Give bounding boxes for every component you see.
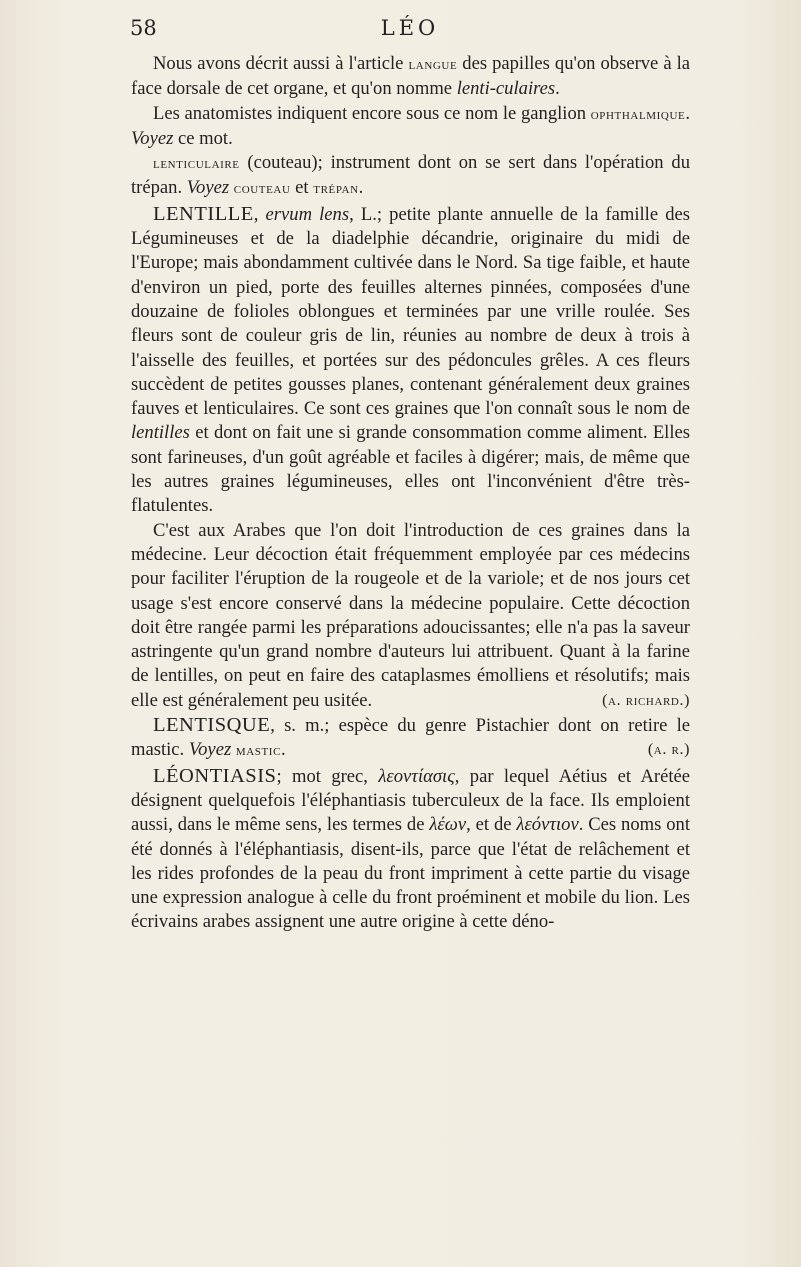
- entry-headword: LENTISQUE: [153, 714, 271, 737]
- text-run: .: [555, 78, 560, 100]
- entry-leontiasis: [131, 764, 690, 935]
- cross-reference: ophthalmique: [590, 105, 686, 123]
- entry-headword: LENTILLE: [153, 202, 254, 225]
- entry-headword: lenticulaire: [153, 155, 240, 173]
- paragraph-arabes: [131, 519, 690, 713]
- voyez-label: Voyez: [131, 127, 174, 149]
- text-run: , par lequel Aétius et Arétée désignent quelquefois l'éléphantiasis tuberculeux de la face. Ils emploient aussi, dans le même sens, les termes de: [131, 765, 690, 836]
- page-header: [130, 16, 690, 46]
- page-text: [131, 52, 690, 935]
- latin-name: ervum lens: [265, 203, 350, 225]
- text-run: , et de: [466, 814, 517, 836]
- paragraph-lenticulaires: [131, 52, 690, 102]
- entry-lenticulaire: [131, 151, 690, 202]
- text-run: C'est aux Arabes que l'on doit l'introduction de ces graines dans la médecine. Leur décoction était fréquemment employée par ces médecins pour faciliter l'éruption de la rougeole et de la variole; et de nos jours cet usage s'est encore conservé dans la médecine populaire. Cette décoction doit être rangée parmi les préparations adoucissantes; elle n'a pas la saveur astringente qu'un grand nombre d'auteurs lui attribuent. Quant à la farine de lentilles, on peut en faire des cataplasmes émolliens et résolutifs; mais elle est généralement peu usitée.: [131, 519, 690, 711]
- italic-term: lenti-culaires: [456, 78, 556, 100]
- text-run: .: [358, 177, 364, 199]
- text-run: ; mot grec,: [276, 765, 379, 787]
- text-run: , s. m.; espèce du genre Pistachier dont on retire le mastic.: [131, 715, 690, 761]
- voyez-label: Voyez: [188, 739, 232, 761]
- text-run: ,: [253, 203, 266, 225]
- text-run: des papilles qu'on observe à la face dorsale de cet organe, et qu'on nomme: [131, 53, 691, 100]
- cross-reference: mastic: [235, 742, 282, 760]
- text-run: (couteau); instrument dont on se sert dans l'opération du trépan.: [131, 152, 690, 199]
- greek-term: λέων: [429, 814, 467, 836]
- author-signature: (a. r.): [647, 741, 690, 759]
- voyez-label: Voyez: [186, 177, 230, 199]
- text-run: Nous avons décrit aussi à l'article: [153, 53, 409, 74]
- text-run: et: [290, 177, 314, 199]
- running-title: LÉO: [380, 16, 440, 40]
- greek-term: λεοντίασις: [378, 765, 455, 787]
- author-signature: (a. richard.): [602, 691, 690, 709]
- cross-reference: trépan: [313, 180, 359, 198]
- entry-lentille: [131, 202, 690, 519]
- text-run: , L.; petite plante annuelle de la famille des Légumineuses et de la diadelphie décandrie, originaire du midi de l'Europe; mais abondamment cultivée dans le Nord. Sa tige faible, et haute d'environ un pied, porte des feuilles alternes pinnées, composées d'une douzaine de folioles oblongues et terminées par une vrille roulée. Ses fleurs sont de couleur gris de lin, réunies au nombre de deux à trois à l'aisselle des feuilles, et portées sur des pédoncules grêles. A ces fleurs succèdent de petites gousses planes, contenant généralement deux graines fauves et lenticulaires. Ce sont ces graines que l'on connaît sous le nom de: [131, 203, 691, 420]
- greek-term: λεόντιον: [516, 814, 579, 836]
- text-run: . Ces noms ont été donnés à l'éléphantiasis, disent-ils, parce que l'état de relâchement et les rides profondes de la peau du front impriment à cette partie du visage une expression analogue à celle du front proéminent et mobile du lion. Les écrivains arabes assignent une autre origine à cette déno-: [131, 814, 690, 933]
- page-number: 58: [130, 16, 157, 40]
- italic-term: lentilles: [131, 422, 190, 444]
- text-run: et dont on fait une si grande consommation comme aliment. Elles sont farineuses, d'un goût agréable et faciles à digérer; mais, de même que les autres graines légumineuses, elles ont l'inconvénient d'être très-flatulentes.: [131, 422, 690, 517]
- cross-reference: langue: [408, 56, 458, 73]
- text-run: ce mot.: [173, 127, 233, 149]
- text-run: .: [281, 739, 286, 761]
- entry-lentisque: [131, 713, 690, 764]
- paragraph-ganglion: [131, 102, 690, 152]
- cross-reference: couteau: [233, 180, 291, 198]
- text-run: Les anatomistes indiquent encore sous ce nom le ganglion: [153, 102, 591, 124]
- entry-headword: LÉONTIASIS: [153, 764, 277, 787]
- text-run: .: [685, 102, 690, 124]
